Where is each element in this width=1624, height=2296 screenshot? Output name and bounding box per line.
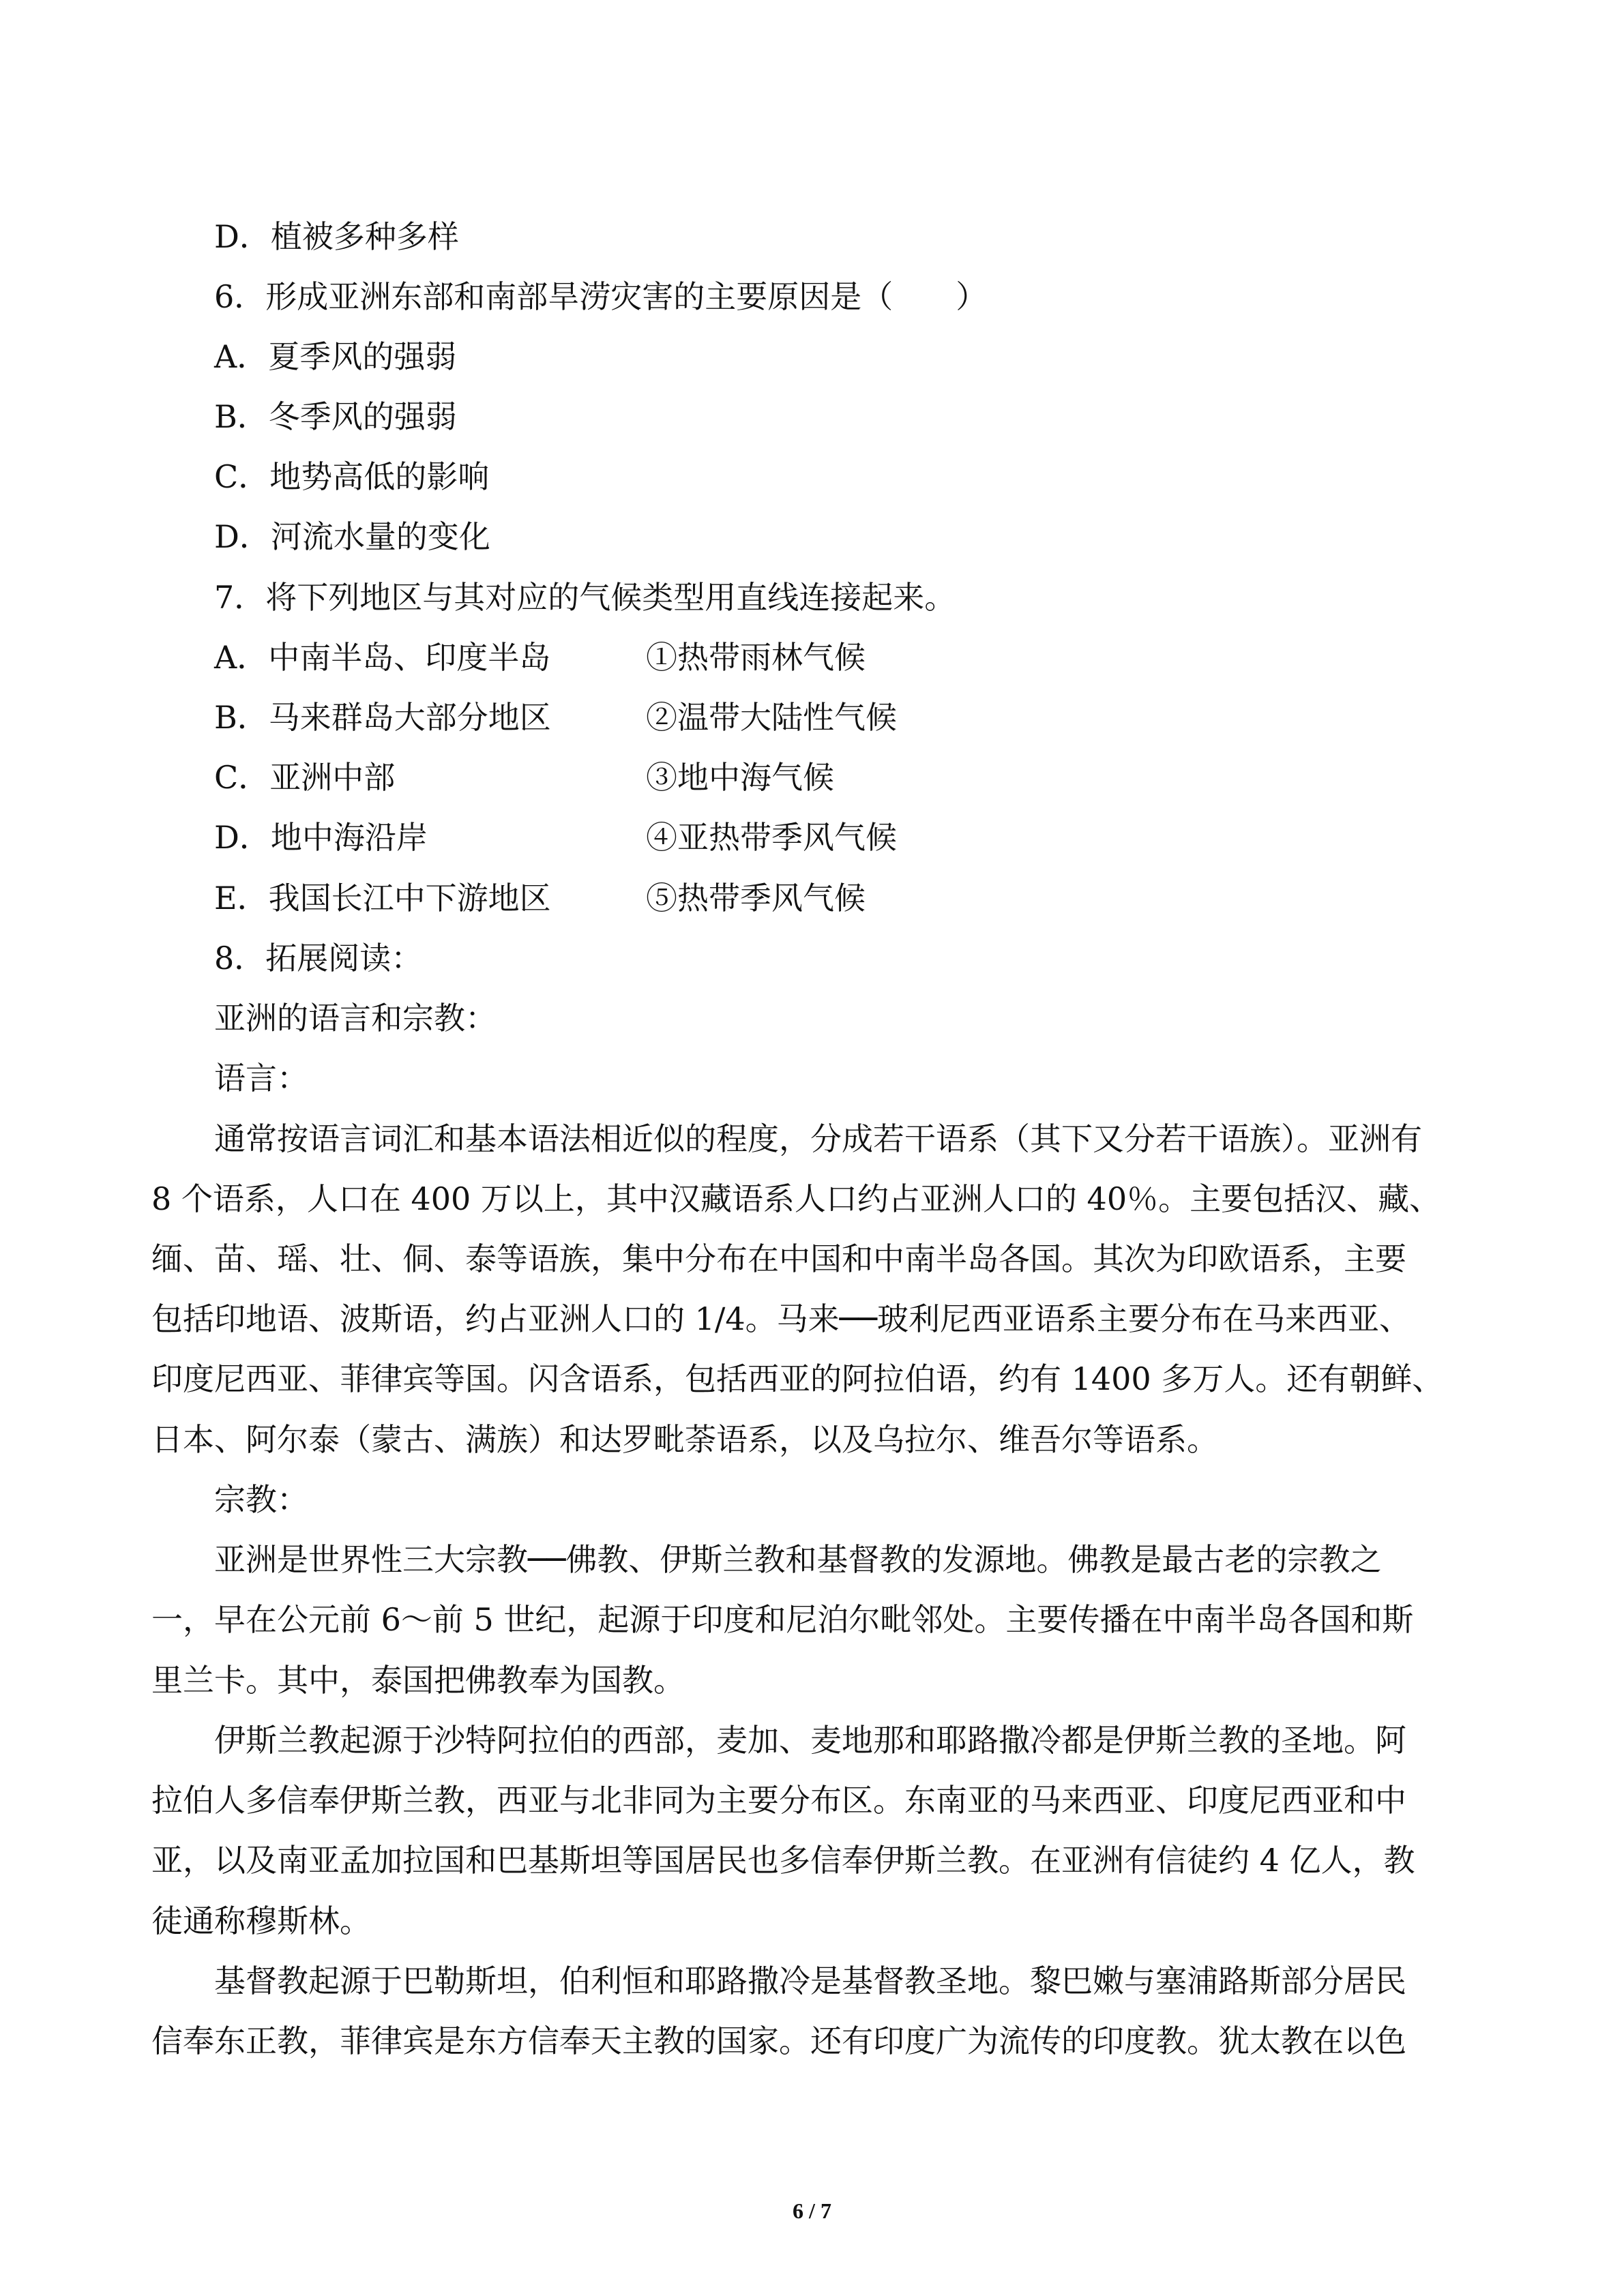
language-line-6: 日本、阿尔泰（蒙古、满族）和达罗毗荼语系，以及乌拉尔、维吾尔等语系。	[151, 1421, 1218, 1458]
religion-p3-line-1: 基督教起源于巴勒斯坦，伯利恒和耶路撒冷是基督教圣地。黎巴嫩与塞浦路斯部分居民	[214, 1963, 1406, 1999]
religion-p2-line-3: 亚，以及南亚孟加拉国和巴基斯坦等国居民也多信奉伊斯兰教。在亚洲有信徒约 4 亿人，教	[151, 1842, 1415, 1879]
q7-region-c: C．亚洲中部	[214, 759, 396, 796]
q6-question: 6．形成亚洲东部和南部旱涝灾害的主要原因是（ ）	[214, 278, 988, 315]
language-line-5: 印度尼西亚、菲律宾等国。闪含语系，包括西亚的阿拉伯语，约有 1400 多万人。还有朝鲜、	[151, 1360, 1444, 1397]
q7-region-a: A．中南半岛、印度半岛	[214, 639, 551, 676]
language-line-1: 通常按语言词汇和基本语法相近似的程度，分成若干语系（其下又分若干语族）。亚洲有	[214, 1120, 1422, 1157]
q5-option-d: D．植被多种多样	[214, 218, 459, 255]
q7-climate-5: ⑤热带季风气候	[646, 880, 866, 916]
page-number: 6 / 7	[793, 2198, 831, 2223]
q6-option-a: A．夏季风的强弱	[214, 338, 457, 375]
q7-climate-4: ④亚热带季风气候	[646, 819, 897, 856]
language-line-3: 缅、苗、瑶、壮、侗、泰等语族，集中分布在中国和中南半岛各国。其次为印欧语系，主要	[151, 1240, 1406, 1277]
religion-p1-line-2: 一，早在公元前 6～前 5 世纪，起源于印度和尼泊尔毗邻处。主要传播在中南半岛各国和斯	[151, 1601, 1414, 1638]
language-line-4: 包括印地语、波斯语，约占亚洲人口的 1/4。马来──玻利尼西亚语系主要分布在马来西亚、	[151, 1300, 1411, 1337]
q7-climate-2: ②温带大陆性气候	[646, 699, 897, 736]
q8-subtitle: 亚洲的语言和宗教：	[214, 1000, 497, 1037]
religion-p2-line-4: 徒通称穆斯林。	[151, 1903, 371, 1939]
language-heading: 语言：	[214, 1060, 308, 1097]
q7-region-d: D．地中海沿岸	[214, 819, 428, 856]
q6-option-c: C．地势高低的影响	[214, 458, 490, 495]
religion-p2-line-1: 伊斯兰教起源于沙特阿拉伯的西部，麦加、麦地那和耶路撒冷都是伊斯兰教的圣地。阿	[214, 1722, 1406, 1759]
religion-p3-line-2: 信奉东正教，菲律宾是东方信奉天主教的国家。还有印度广为流传的印度教。犹太教在以色	[151, 2023, 1406, 2059]
q7-question: 7．将下列地区与其对应的气候类型用直线连接起来。	[214, 579, 956, 616]
q7-region-e: E．我国长江中下游地区	[214, 880, 551, 916]
q7-region-b: B．马来群岛大部分地区	[214, 699, 551, 736]
q6-option-d: D．河流水量的变化	[214, 518, 490, 555]
q8-title: 8．拓展阅读：	[214, 940, 423, 976]
q6-option-b: B．冬季风的强弱	[214, 398, 457, 435]
religion-heading: 宗教：	[214, 1481, 308, 1518]
language-line-2: 8 个语系，人口在 400 万以上，其中汉藏语系人口约占亚洲人口的 40％。主要包括汉、藏、	[151, 1180, 1441, 1217]
religion-p1-line-3: 里兰卡。其中，泰国把佛教奉为国教。	[151, 1662, 685, 1699]
religion-p2-line-2: 拉伯人多信奉伊斯兰教，西亚与北非同为主要分布区。东南亚的马来西亚、印度尼西亚和中	[151, 1782, 1406, 1819]
q7-climate-3: ③地中海气候	[646, 759, 834, 796]
q7-climate-1: ①热带雨林气候	[646, 639, 866, 676]
religion-p1-line-1: 亚洲是世界性三大宗教──佛教、伊斯兰教和基督教的发源地。佛教是最古老的宗教之	[214, 1541, 1382, 1578]
